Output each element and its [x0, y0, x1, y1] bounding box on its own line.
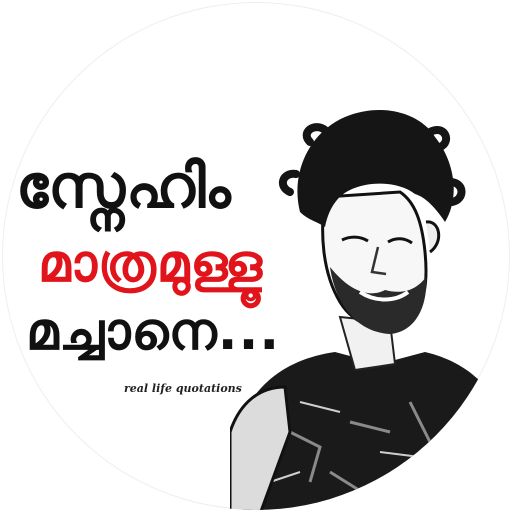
quote-line-3: മച്ചാനെ...	[26, 302, 281, 362]
quote-line-2: മാത്രമുള്ളൂ	[38, 234, 264, 294]
quote-line-1: സ്നേഹിം	[16, 152, 232, 222]
sticker-circle-background	[2, 2, 510, 510]
tagline: real life quotations	[124, 382, 242, 395]
